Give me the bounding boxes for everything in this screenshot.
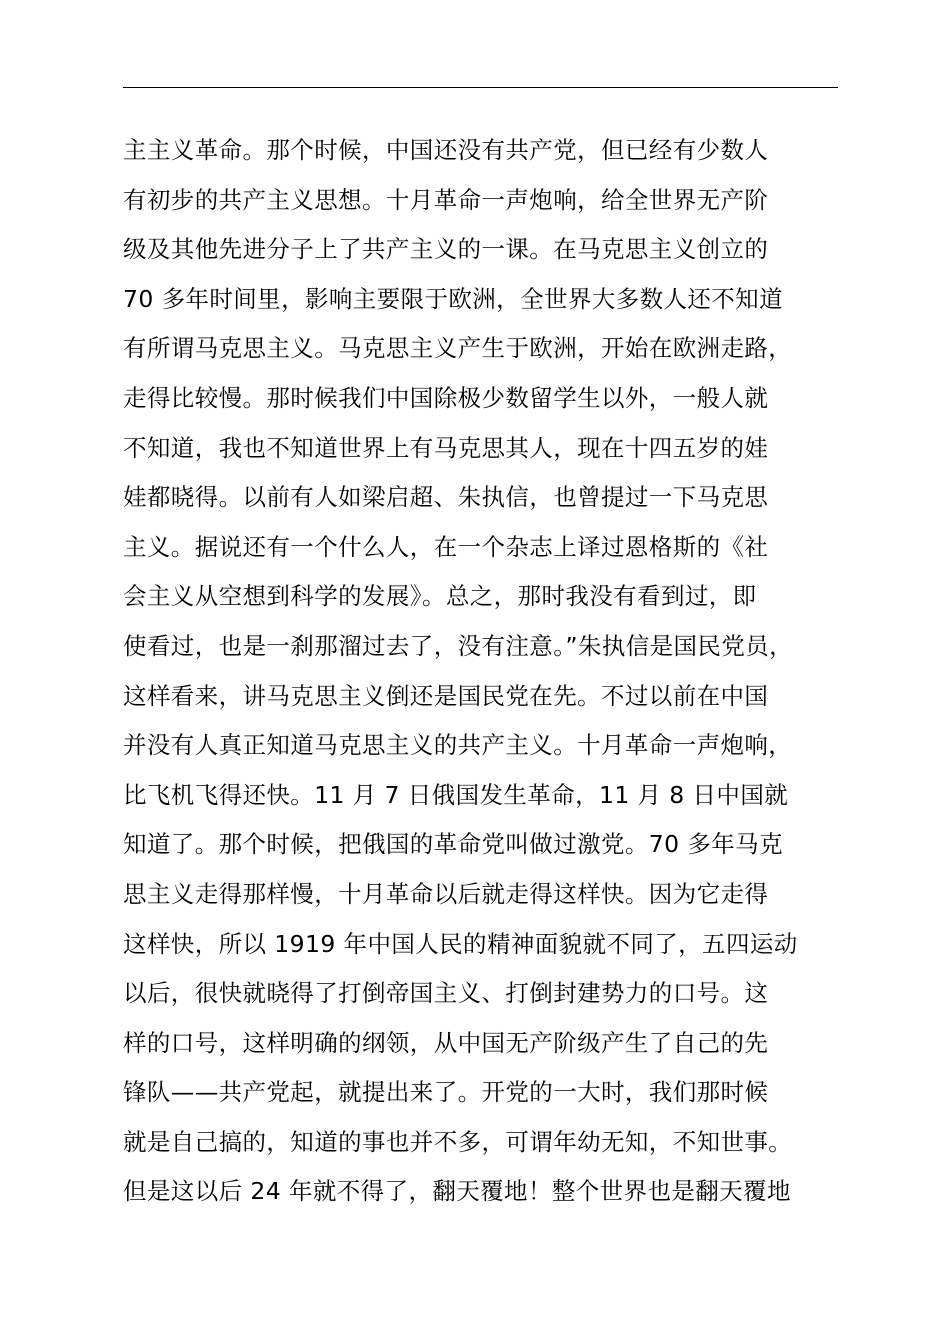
text-line: 思主义走得那样慢，十月革命以后就走得这样快。因为它走得 bbox=[123, 879, 769, 908]
text-line: 以后，很快就晓得了打倒帝国主义、打倒封建势力的口号。这 bbox=[123, 979, 769, 1008]
text-line: 比飞机飞得还快。11 月 7 日俄国发生革命，11 月 8 日中国就 bbox=[123, 780, 789, 809]
text-line: 有初步的共产主义思想。十月革命一声炮响，给全世界无产阶 bbox=[123, 185, 769, 214]
text-line: 会主义从空想到科学的发展》。总之，那时我没有看到过，即 bbox=[123, 582, 757, 611]
text-line: 不知道，我也不知道世界上有马克思其人，现在十四五岁的娃 bbox=[123, 433, 769, 462]
text-line: 这样看来，讲马克思主义倒还是国民党在先。不过以前在中国 bbox=[123, 681, 769, 710]
body-text bbox=[123, 126, 883, 1217]
text-line: 级及其他先进分子上了共产主义的一课。在马克思主义创立的 bbox=[123, 235, 769, 264]
text-line: 就是自己搞的，知道的事也并不多，可谓年幼无知，不知世事。 bbox=[123, 1127, 793, 1156]
text-line: 主主义革命。那个时候，中国还没有共产党，但已经有少数人 bbox=[123, 136, 769, 164]
text-line: 主义。据说还有一个什么人，在一个杂志上译过恩格斯的《社 bbox=[123, 532, 769, 561]
text-line: 有所谓马克思主义。马克思主义产生于欧洲，开始在欧洲走路， bbox=[123, 334, 793, 363]
text-line: 娃都晓得。以前有人如梁启超、朱执信，也曾提过一下马克思 bbox=[123, 483, 769, 512]
text-line: 70 多年时间里，影响主要限于欧洲，全世界大多数人还不知道 bbox=[123, 284, 783, 313]
text-line: 但是这以后 24 年就不得了，翻天覆地！整个世界也是翻天覆地 bbox=[123, 1177, 791, 1206]
text-line: 样的口号，这样明确的纲领，从中国无产阶级产生了自己的先 bbox=[123, 1028, 769, 1057]
text-line: 锋队——共产党起，就提出来了。开党的一大时，我们那时候 bbox=[123, 1078, 769, 1107]
header-rule bbox=[123, 87, 838, 88]
text-line: 走得比较慢。那时候我们中国除极少数留学生以外，一般人就 bbox=[123, 383, 769, 412]
text-line: 知道了。那个时候，把俄国的革命党叫做过激党。70 多年马克 bbox=[123, 830, 783, 859]
text-line: 这样快，所以 1919 年中国人民的精神面貌就不同了，五四运动 bbox=[123, 929, 798, 958]
text-line: 使看过，也是一刹那溜过去了，没有注意。”朱执信是国民党员， bbox=[123, 631, 794, 660]
text-line: 并没有人真正知道马克思主义的共产主义。十月革命一声炮响， bbox=[123, 731, 793, 760]
